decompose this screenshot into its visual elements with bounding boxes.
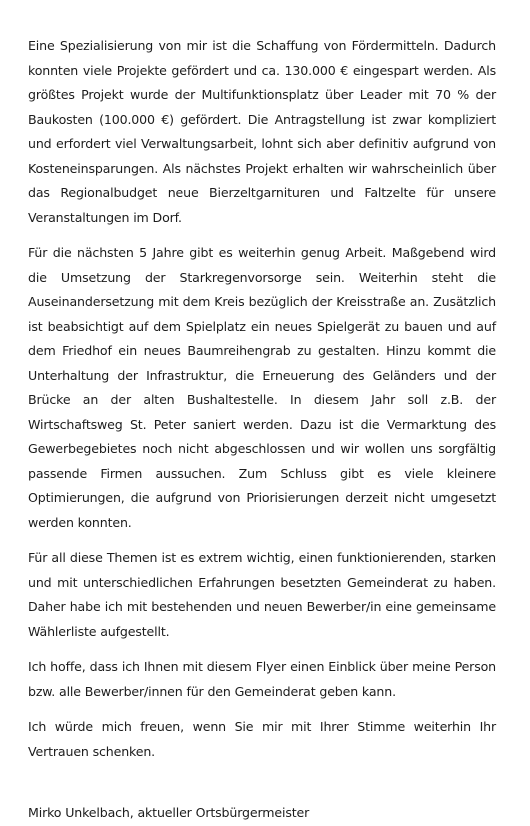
letter-body [28, 34, 496, 826]
paragraph-future-plans: Für die nächsten 5 Jahre gibt es weiterhin genug Arbeit. Maßgebend wird die Umsetzung der Starkregenvorsorge sein. Weiterhin steht die Auseinandersetzung mit dem Kreis bezüglich der Kreisstraße an. Zusätzlich ist beabsichtigt auf dem Spielplatz ein neues Spielgerät zu bauen und auf dem Friedhof ein neues Baumreihengrab zu gestalten. Hinzu kommt die Unterhaltung der Infrastruktur, die Erneuerung des Geländers und der Brücke an der alten Bushaltestelle. In diesem Jahr soll z.B. der Wirtschaftsweg St. Peter saniert werden. Dazu ist die Vermarktung des Gewerbegebietes noch nicht abgeschlossen und wir wollen uns sorgfältig passende Firmen aussuchen. Zum Schluss gibt es viele kleinere Optimierungen, die aufgrund von Priorisierungen derzeit nicht umgesetzt werden konnten. [28, 245, 496, 530]
paragraph-closing: Ich würde mich freuen, wenn Sie mir mit Ihrer Stimme weiterhin Ihr Vertrauen schenken. [28, 719, 496, 759]
paragraph-flyer: Ich hoffe, dass ich Ihnen mit diesem Flyer einen Einblick über meine Person bzw. alle Bewerber/innen für den Gemeinderat geben kann. [28, 659, 496, 699]
signature: Mirko Unkelbach, aktueller Ortsbürgermeister [28, 805, 310, 820]
paragraph-council: Für all diese Themen ist es extrem wichtig, einen funktionierenden, starken und mit unterschiedlichen Erfahrungen besetzten Gemeinderat zu haben. Daher habe ich mit bestehenden und neuen Bewerber/in eine gemeinsame Wählerliste aufgestellt. [28, 550, 496, 639]
paragraph-funding: Eine Spezialisierung von mir ist die Schaffung von Fördermitteln. Dadurch konnten viele Projekte gefördert und ca. 130.000 € eingespart werden. Als größtes Projekt wurde der Multifunktionsplatz über Leader mit 70 % der Baukosten (100.000 €) gefördert. Die Antragstellung ist zwar kompliziert und erfordert viel Verwaltungsarbeit, lohnt sich aber definitiv aufgrund von Kosteneinsparungen. Als nächstes Projekt erhalten wir wahrscheinlich über das Regionalbudget neue Bierzeltgarnituren und Faltzelte für unsere Veranstaltungen im Dorf. [28, 38, 496, 225]
